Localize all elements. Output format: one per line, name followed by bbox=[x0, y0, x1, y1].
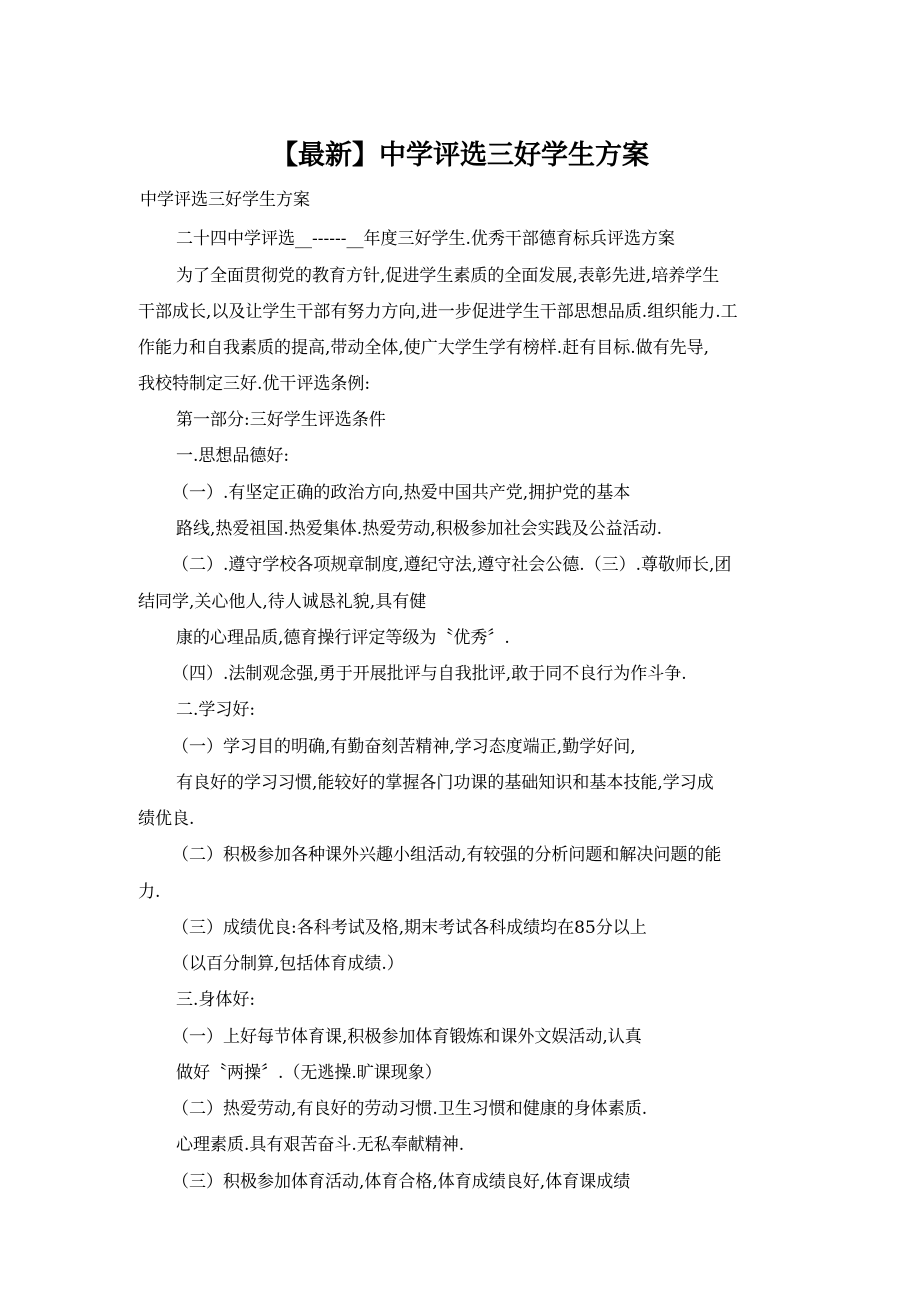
doc-line-10: （二）.遵守学校各项规章制度,遵纪守法,遵守社会公德.（三）.尊敬师长,团 bbox=[172, 555, 732, 575]
doc-line-15: （一）学习目的明确,有勤奋刻苦精神,学习态度端正,勤学好问, bbox=[172, 737, 636, 757]
doc-line-20: （三）成绩优良:各科考试及格,期末考试各科成绩均在85分以上 bbox=[172, 918, 647, 938]
doc-line-2: 为了全面贯彻党的教育方针,促进学生素质的全面发展,表彰先进,培养学生 bbox=[176, 266, 720, 286]
doc-line-18: （二）积极参加各种课外兴趣小组活动,有较强的分析问题和解决问题的能 bbox=[172, 845, 722, 865]
doc-line-8: （一）.有坚定正确的政治方向,热爱中国共产党,拥护党的基本 bbox=[172, 483, 631, 503]
doc-line-25: （二）热爱劳动,有良好的劳动习惯.卫生习惯和健康的身体素质. bbox=[172, 1099, 648, 1119]
doc-line-5: 我校特制定三好.优干评选条例: bbox=[138, 374, 371, 394]
doc-line-17: 绩优良. bbox=[138, 809, 195, 829]
doc-line-16: 有良好的学习习惯,能较好的掌握各门功课的基础知识和基本技能,学习成 bbox=[176, 773, 714, 793]
document-title: 【最新】中学评选三好学生方案 bbox=[271, 140, 649, 171]
doc-line-26: 心理素质.具有艰苦奋斗.无私奉献精神. bbox=[176, 1135, 465, 1155]
doc-line-19: 力. bbox=[138, 882, 161, 902]
doc-line-9: 路线,热爱祖国.热爱集体.热爱劳动,积极参加社会实践及公益活动. bbox=[176, 519, 663, 539]
doc-line-1: 二十四中学评选__------__年度三好学生.优秀干部德育标兵评选方案 bbox=[176, 229, 675, 249]
doc-line-11: 结同学,关心他人,待人诚恳礼貌,具有健 bbox=[138, 592, 427, 612]
section-heading-1: 第一部分:三好学生评选条件 bbox=[176, 410, 386, 430]
doc-line-24: 做好〝两操〞.（无逃操.旷课现象） bbox=[176, 1063, 442, 1083]
doc-line-3: 干部成长,以及让学生干部有努力方向,进一步促进学生干部思想品质.组织能力.工 bbox=[138, 302, 738, 322]
doc-line-4: 作能力和自我素质的提高,带动全体,使广大学生学有榜样.赶有目标.做有先导, bbox=[138, 338, 710, 358]
doc-line-23: （一）上好每节体育课,积极参加体育锻炼和课外文娱活动,认真 bbox=[172, 1027, 642, 1047]
doc-line-21: （以百分制算,包括体育成绩.） bbox=[172, 954, 404, 974]
subsection-heading-3: 三.身体好: bbox=[176, 990, 256, 1010]
doc-line-12: 康的心理品质,德育操行评定等级为〝优秀〞. bbox=[176, 628, 510, 648]
subsection-heading-1: 一.思想品德好: bbox=[176, 446, 290, 466]
doc-subtitle: 中学评选三好学生方案 bbox=[140, 190, 310, 210]
doc-line-13: （四）.法制观念强,勇于开展批评与自我批评,敢于同不良行为作斗争. bbox=[172, 664, 687, 684]
subsection-heading-2: 二.学习好: bbox=[176, 700, 256, 720]
doc-line-27: （三）积极参加体育活动,体育合格,体育成绩良好,体育课成绩 bbox=[172, 1172, 631, 1192]
